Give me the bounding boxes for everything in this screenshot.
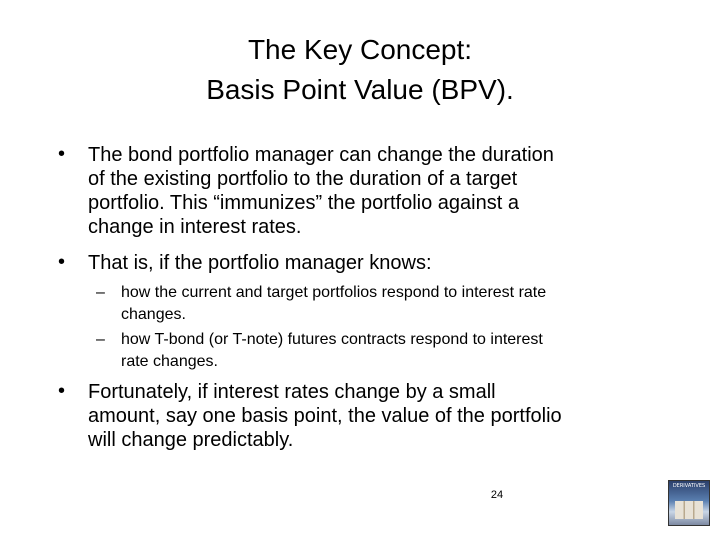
- title-line-2: Basis Point Value (BPV).: [206, 74, 514, 105]
- bullet-line: That is, if the portfolio manager knows:: [88, 252, 432, 274]
- sub-bullet-line: rate changes.: [121, 353, 218, 370]
- bullet-line: of the existing portfolio to the duration of a target: [88, 168, 518, 190]
- sub-bullet-item-portfolios: [121, 282, 681, 326]
- bullet-marker: •: [58, 143, 66, 165]
- logo-building-graphic: [675, 501, 703, 519]
- bullet-line: Fortunately, if interest rates change by a small: [88, 381, 496, 403]
- title-line-1: The Key Concept:: [247, 34, 473, 65]
- bullet-line: will change predictably.: [88, 429, 294, 451]
- bullet-item-fortunately: [88, 380, 668, 452]
- bullet-line: change in interest rates.: [88, 216, 302, 238]
- sub-bullet-line: how the current and target portfolios respond to interest rate: [121, 284, 547, 301]
- book-cover-logo-icon: [668, 480, 710, 526]
- sub-bullet-line: changes.: [121, 306, 186, 323]
- bullet-line: portfolio. This “immunizes” the portfolio against a: [88, 192, 519, 214]
- bullet-line: The bond portfolio manager can change the duration: [88, 144, 554, 166]
- bullet-line: amount, say one basis point, the value of the portfolio: [88, 405, 562, 427]
- sub-bullet-item-futures: [121, 329, 681, 373]
- sub-bullet-line: how T-bond (or T-note) futures contracts respond to interest: [121, 331, 543, 348]
- logo-text: DERIVATIVES: [672, 483, 706, 489]
- page-number: 24: [490, 489, 504, 501]
- bullet-item-manager-knows: [88, 251, 668, 275]
- sub-bullet-marker: –: [96, 331, 105, 348]
- sub-bullet-marker: –: [96, 284, 105, 301]
- bullet-item-immunize: [88, 143, 668, 239]
- slide-title: [0, 30, 720, 110]
- bullet-marker: •: [58, 380, 66, 402]
- bullet-marker: •: [58, 251, 66, 273]
